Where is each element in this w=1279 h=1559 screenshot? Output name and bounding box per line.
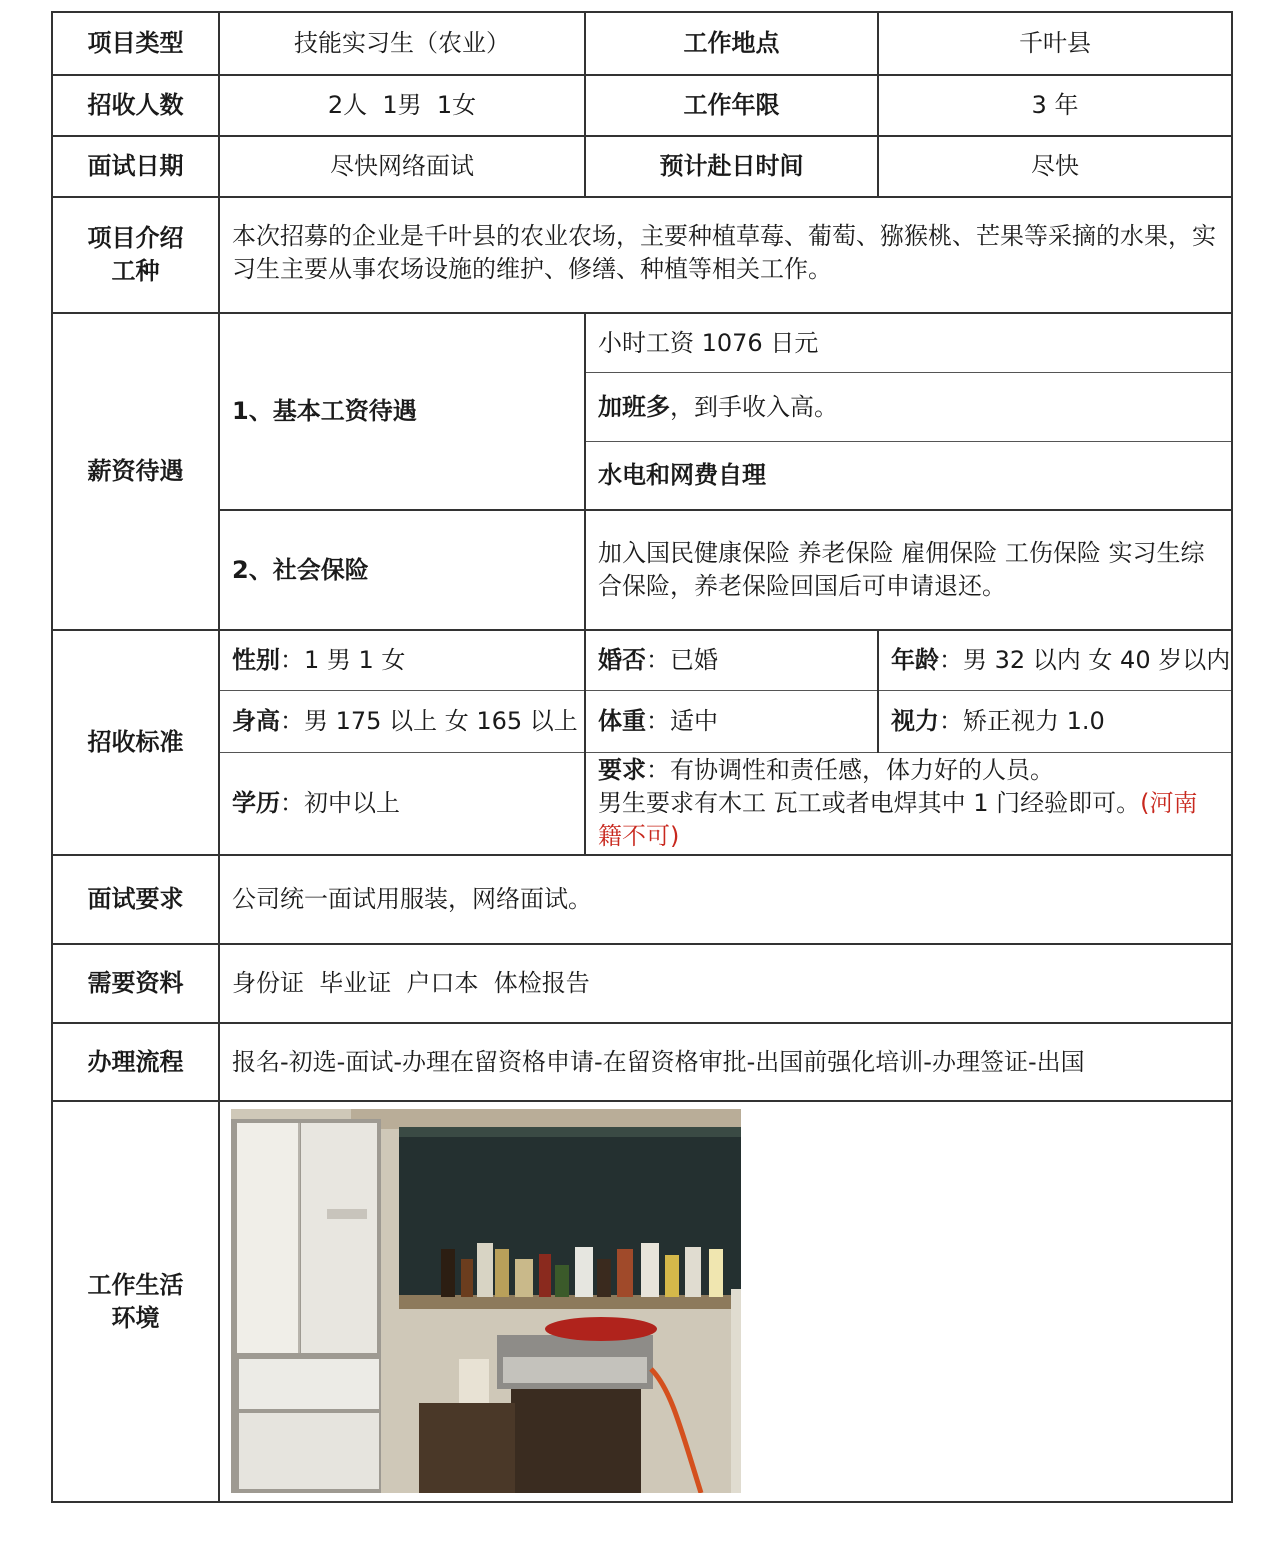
- refrigerator: [231, 1119, 381, 1493]
- value-gender: [220, 631, 584, 690]
- education-key: 学历: [232, 789, 280, 817]
- column-border: [1231, 11, 1233, 1503]
- age-key: 年龄: [891, 646, 939, 674]
- value-work-location: 千叶县: [1019, 29, 1091, 57]
- label-living-environment-line2: 环境: [111, 1303, 160, 1332]
- gender-value: ：1 男 1 女: [280, 646, 406, 674]
- requirements-line2: 男生要求有木工 瓦工或者电焊其中 1 门经验即可。: [598, 789, 1141, 817]
- label-criteria: 招收标准: [87, 728, 184, 756]
- value-process: 报名-初选-面试-办理在留资格申请-在留资格审批-出国前强化培训-办理签证-出国: [232, 1047, 1085, 1076]
- vision-key: 视力: [891, 707, 939, 735]
- value-social-insurance: 加入国民健康保险 养老保险 雇佣保险 工伤保险 实习生综合保险，养老保险回国后可申请退还。: [598, 539, 1205, 600]
- age-value: ：男 32 以内 女 40 岁以内: [939, 646, 1231, 674]
- label-social-insurance: 2、社会保险: [232, 555, 369, 584]
- value-interview-requirements: 公司统一面试用服装，网络面试。: [232, 885, 592, 913]
- label-interview-date: 面试日期: [87, 152, 184, 180]
- value-required-documents: 身份证 毕业证 户口本 体检报告: [232, 969, 590, 997]
- label-project-intro-line1: 项目介绍: [87, 224, 184, 252]
- value-vision: [879, 691, 1231, 752]
- value-recruit-count: 2人 1男 1女: [327, 91, 477, 119]
- marriage-value: ：已婚: [646, 646, 718, 674]
- label-required-documents: 需要资料: [87, 969, 184, 997]
- weight-value: ：适中: [646, 707, 718, 735]
- kitchen-photo-illustration: [231, 1109, 741, 1493]
- label-work-location: 工作地点: [683, 29, 780, 57]
- label-interview-requirements: 面试要求: [87, 885, 184, 913]
- value-work-years: 3 年: [1031, 91, 1079, 119]
- value-hourly-wage: 小时工资 1076 日元: [598, 328, 819, 357]
- value-departure-time: 尽快: [1031, 152, 1079, 180]
- value-project-type: 技能实习生（农业）: [294, 29, 510, 57]
- requirements-key: 要求: [598, 756, 646, 784]
- marriage-key: 婚否: [598, 646, 646, 674]
- value-age: [879, 631, 1231, 690]
- row-border: [51, 1501, 1233, 1503]
- value-height: [220, 691, 584, 752]
- kitchen-photo: [231, 1109, 741, 1493]
- overtime-text: ，到手收入高。: [670, 392, 838, 421]
- label-salary: 薪资待遇: [87, 457, 184, 485]
- value-utilities: 水电和网费自理: [598, 461, 766, 489]
- label-living-environment: [53, 1102, 218, 1501]
- weight-key: 体重: [598, 707, 646, 735]
- overtime-keyword: 加班多: [598, 392, 670, 421]
- vision-value: ：矫正视力 1.0: [939, 707, 1105, 735]
- requirements-value: ：有协调性和责任感，体力好的人员。: [646, 756, 1054, 784]
- label-project-type: 项目类型: [87, 29, 184, 57]
- height-key: 身高: [232, 707, 280, 735]
- value-marriage: [586, 631, 877, 690]
- height-value: ：男 175 以上 女 165 以上: [280, 707, 578, 735]
- value-weight: [586, 691, 877, 752]
- requirements-red-note: (河南籍不可): [598, 789, 1198, 850]
- job-info-table: [51, 11, 1233, 1503]
- label-process: 办理流程: [87, 1047, 184, 1076]
- value-requirements: [586, 753, 1231, 854]
- label-work-years: 工作年限: [683, 91, 780, 119]
- label-recruit-count: 招收人数: [87, 91, 184, 119]
- value-education: [220, 753, 584, 854]
- label-departure-time: 预计赴日时间: [659, 152, 804, 180]
- label-project-intro-line2: 工种: [111, 257, 160, 285]
- value-project-intro: 本次招募的企业是千叶县的农业农场，主要种植草莓、葡萄、猕猴桃、芒果等采摘的水果，实习生主要从事农场设施的维护、修缮、种植等相关工作。: [232, 222, 1216, 283]
- row-border: [51, 1100, 1233, 1102]
- education-value: ：初中以上: [280, 789, 400, 817]
- label-project-intro: [53, 198, 218, 312]
- gender-key: 性别: [232, 646, 280, 674]
- label-living-environment-line1: 工作生活: [87, 1270, 184, 1299]
- label-basic-wage: 1、基本工资待遇: [232, 397, 417, 425]
- value-overtime: [586, 373, 1231, 441]
- value-interview-date: 尽快网络面试: [330, 152, 474, 180]
